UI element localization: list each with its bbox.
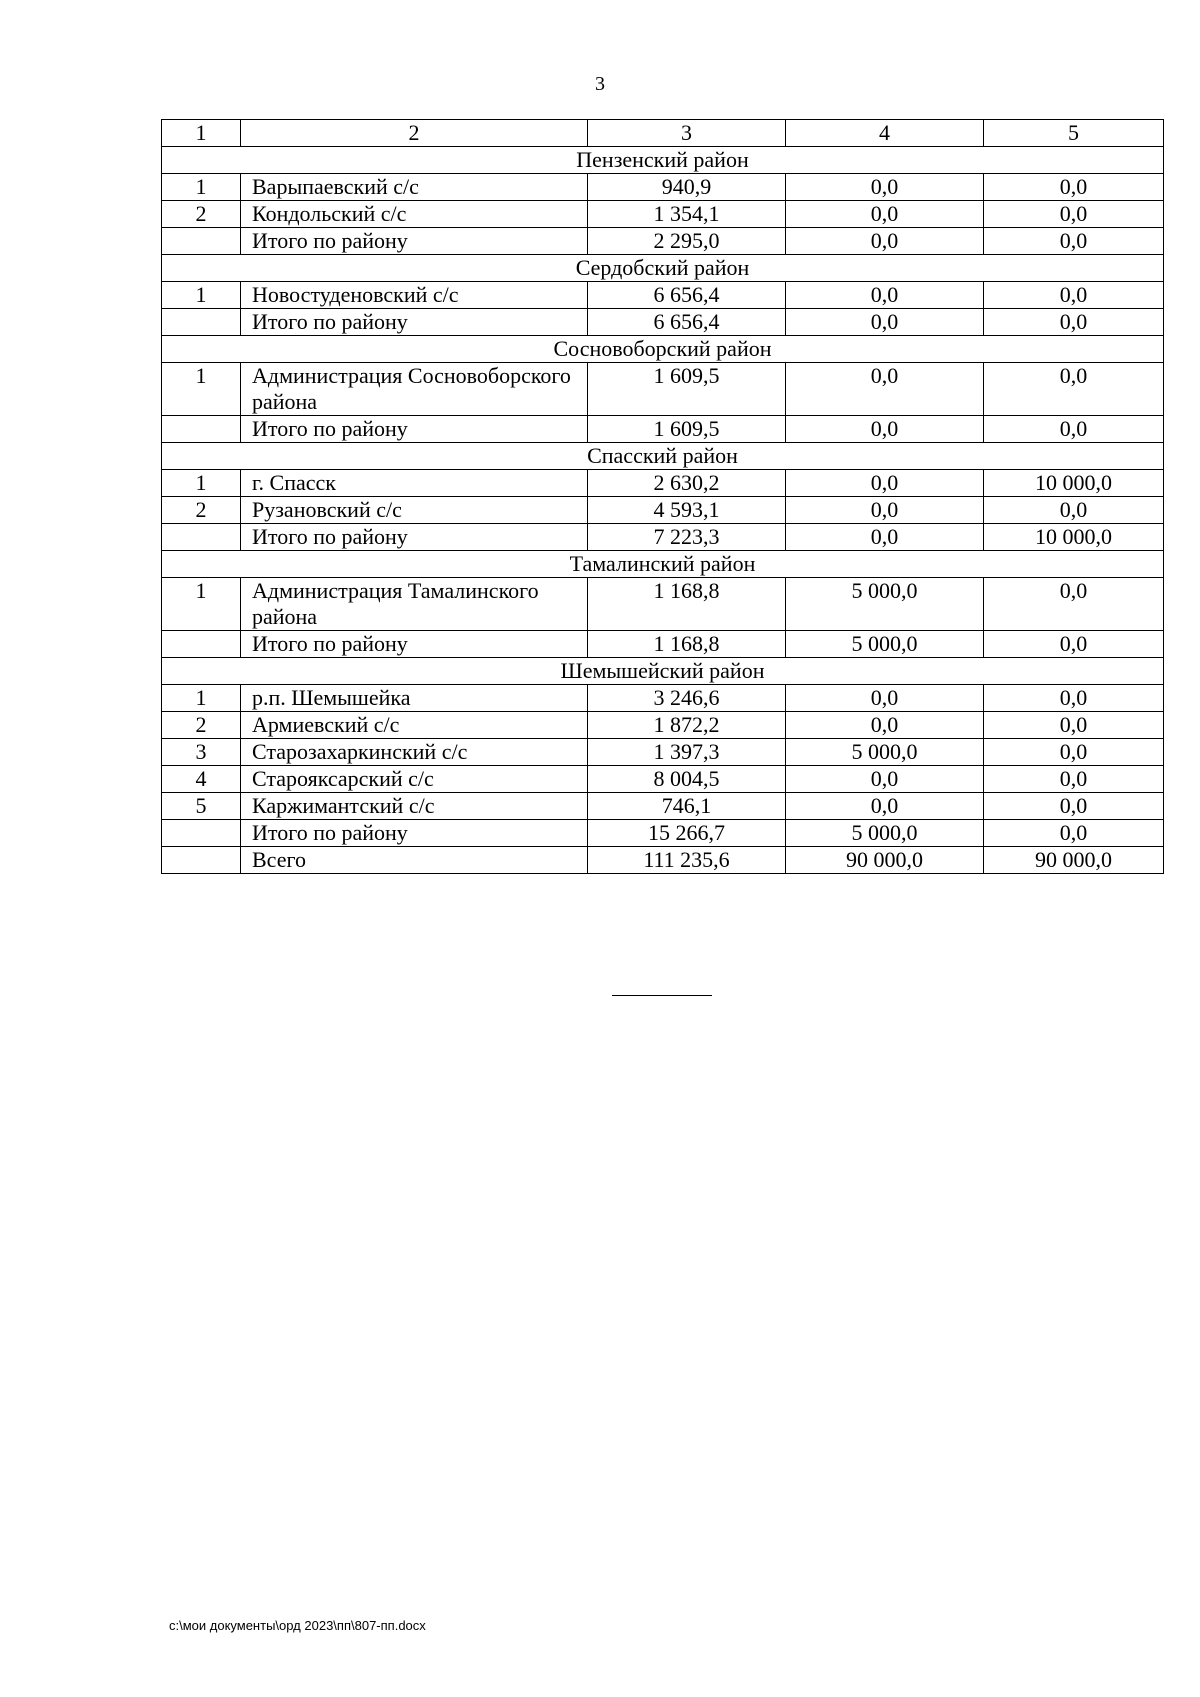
- value-col4: 90 000,0: [786, 847, 984, 874]
- row-number: [162, 524, 241, 551]
- district-name: Спасский район: [162, 443, 1164, 470]
- row-name: р.п. Шемышейка: [241, 685, 588, 712]
- column-header: 4: [786, 120, 984, 147]
- value-col3: 4 593,1: [588, 497, 786, 524]
- value-col5: 0,0: [984, 578, 1164, 631]
- value-col3: 1 168,8: [588, 578, 786, 631]
- row-name: Итого по району: [241, 820, 588, 847]
- value-col5: 0,0: [984, 793, 1164, 820]
- value-col3: 8 004,5: [588, 766, 786, 793]
- page-number: 3: [595, 73, 605, 95]
- value-col5: 0,0: [984, 309, 1164, 336]
- value-col3: 1 397,3: [588, 739, 786, 766]
- allocation-table: [161, 119, 1164, 874]
- row-number: 1: [162, 174, 241, 201]
- value-col4: 5 000,0: [786, 578, 984, 631]
- value-col5: 0,0: [984, 631, 1164, 658]
- row-name: Каржимантский с/с: [241, 793, 588, 820]
- row-number: 4: [162, 766, 241, 793]
- row-name: Всего: [241, 847, 588, 874]
- subtotal-row: [162, 631, 1164, 658]
- row-name: г. Спасск: [241, 470, 588, 497]
- value-col5: 0,0: [984, 416, 1164, 443]
- value-col4: 0,0: [786, 712, 984, 739]
- row-number: 1: [162, 363, 241, 416]
- district-header-row: [162, 336, 1164, 363]
- row-number: [162, 631, 241, 658]
- row-name: Варыпаевский с/с: [241, 174, 588, 201]
- row-name: Администрация Тамалинского района: [241, 578, 588, 631]
- column-header: 3: [588, 120, 786, 147]
- column-header: 1: [162, 120, 241, 147]
- table-row: [162, 282, 1164, 309]
- row-name: Старозахаркинский с/с: [241, 739, 588, 766]
- row-name: Кондольский с/с: [241, 201, 588, 228]
- value-col3: 2 630,2: [588, 470, 786, 497]
- value-col3: 3 246,6: [588, 685, 786, 712]
- district-header-row: [162, 551, 1164, 578]
- value-col4: 0,0: [786, 524, 984, 551]
- row-name: Итого по району: [241, 631, 588, 658]
- column-header: 5: [984, 120, 1164, 147]
- row-name: Итого по району: [241, 416, 588, 443]
- column-header: 2: [241, 120, 588, 147]
- value-col4: 5 000,0: [786, 631, 984, 658]
- value-col5: 0,0: [984, 820, 1164, 847]
- row-number: 1: [162, 282, 241, 309]
- row-number: [162, 228, 241, 255]
- value-col3: 746,1: [588, 793, 786, 820]
- district-name: Пензенский район: [162, 147, 1164, 174]
- value-col3: 15 266,7: [588, 820, 786, 847]
- value-col4: 0,0: [786, 309, 984, 336]
- value-col3: 7 223,3: [588, 524, 786, 551]
- value-col4: 5 000,0: [786, 739, 984, 766]
- table-row: [162, 470, 1164, 497]
- row-name: Новостуденовский с/с: [241, 282, 588, 309]
- value-col5: 0,0: [984, 685, 1164, 712]
- subtotal-row: [162, 820, 1164, 847]
- row-number: 2: [162, 201, 241, 228]
- subtotal-row: [162, 416, 1164, 443]
- value-col4: 0,0: [786, 174, 984, 201]
- value-col4: 5 000,0: [786, 820, 984, 847]
- row-number: 5: [162, 793, 241, 820]
- row-number: 1: [162, 685, 241, 712]
- value-col4: 0,0: [786, 416, 984, 443]
- row-number: 2: [162, 712, 241, 739]
- district-name: Сосновоборский район: [162, 336, 1164, 363]
- table-row: [162, 363, 1164, 416]
- district-header-row: [162, 255, 1164, 282]
- value-col3: 111 235,6: [588, 847, 786, 874]
- footer-file-path: c:\мои документы\орд 2023\пп\807-пп.docx: [169, 1618, 426, 1633]
- value-col5: 0,0: [984, 363, 1164, 416]
- row-name: Старояксарский с/с: [241, 766, 588, 793]
- end-separator-line: [612, 995, 712, 996]
- district-header-row: [162, 147, 1164, 174]
- row-number: 1: [162, 578, 241, 631]
- value-col3: 6 656,4: [588, 309, 786, 336]
- value-col5: 10 000,0: [984, 470, 1164, 497]
- value-col4: 0,0: [786, 363, 984, 416]
- district-name: Сердобский район: [162, 255, 1164, 282]
- value-col4: 0,0: [786, 685, 984, 712]
- row-number: [162, 820, 241, 847]
- table-row: [162, 766, 1164, 793]
- table-row: [162, 739, 1164, 766]
- row-number: 2: [162, 497, 241, 524]
- row-number: [162, 309, 241, 336]
- value-col4: 0,0: [786, 228, 984, 255]
- table-row: [162, 174, 1164, 201]
- value-col3: 1 354,1: [588, 201, 786, 228]
- row-name: Итого по району: [241, 524, 588, 551]
- table-row: [162, 578, 1164, 631]
- row-number: 3: [162, 739, 241, 766]
- value-col4: 0,0: [786, 282, 984, 309]
- row-name: Итого по району: [241, 309, 588, 336]
- value-col5: 10 000,0: [984, 524, 1164, 551]
- value-col5: 0,0: [984, 282, 1164, 309]
- row-number: [162, 416, 241, 443]
- district-name: Тамалинский район: [162, 551, 1164, 578]
- value-col5: 0,0: [984, 174, 1164, 201]
- value-col3: 940,9: [588, 174, 786, 201]
- value-col5: 0,0: [984, 201, 1164, 228]
- value-col3: 6 656,4: [588, 282, 786, 309]
- table-row: [162, 497, 1164, 524]
- row-name: Администрация Сосновоборского района: [241, 363, 588, 416]
- subtotal-row: [162, 228, 1164, 255]
- value-col5: 0,0: [984, 497, 1164, 524]
- value-col5: 0,0: [984, 228, 1164, 255]
- district-header-row: [162, 658, 1164, 685]
- value-col4: 0,0: [786, 201, 984, 228]
- value-col4: 0,0: [786, 766, 984, 793]
- subtotal-row: [162, 309, 1164, 336]
- value-col3: 1 609,5: [588, 363, 786, 416]
- row-number: 1: [162, 470, 241, 497]
- value-col4: 0,0: [786, 470, 984, 497]
- value-col5: 0,0: [984, 739, 1164, 766]
- table-row: [162, 793, 1164, 820]
- value-col3: 1 168,8: [588, 631, 786, 658]
- value-col3: 1 872,2: [588, 712, 786, 739]
- grand-total-row: [162, 847, 1164, 874]
- subtotal-row: [162, 524, 1164, 551]
- table-row: [162, 685, 1164, 712]
- district-name: Шемышейский район: [162, 658, 1164, 685]
- value-col5: 90 000,0: [984, 847, 1164, 874]
- value-col3: 2 295,0: [588, 228, 786, 255]
- value-col4: 0,0: [786, 497, 984, 524]
- value-col5: 0,0: [984, 712, 1164, 739]
- value-col4: 0,0: [786, 793, 984, 820]
- value-col5: 0,0: [984, 766, 1164, 793]
- row-name: Армиевский с/с: [241, 712, 588, 739]
- value-col3: 1 609,5: [588, 416, 786, 443]
- row-name: Итого по району: [241, 228, 588, 255]
- district-header-row: [162, 443, 1164, 470]
- table-header-row: [162, 120, 1164, 147]
- table-row: [162, 201, 1164, 228]
- row-name: Рузановский с/с: [241, 497, 588, 524]
- table-row: [162, 712, 1164, 739]
- row-number: [162, 847, 241, 874]
